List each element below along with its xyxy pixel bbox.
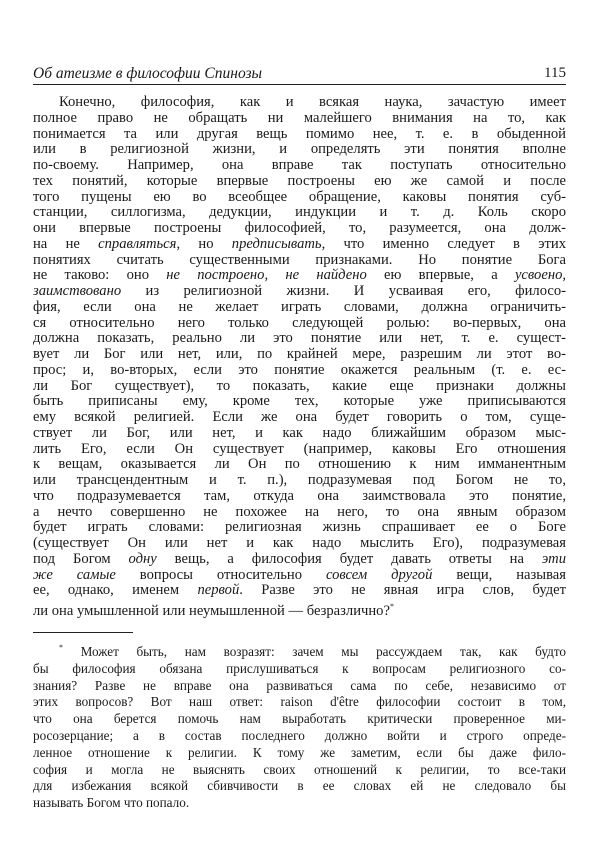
text-line: [33, 489, 566, 505]
emphasis: эти: [541, 550, 566, 567]
text-run: того пущены ею во всеобщее обращение, каковы понятия суб-: [33, 188, 566, 205]
text-run: полное право не обращать ни малейшего внимания на то, как: [33, 109, 566, 126]
text-line: [33, 394, 566, 410]
emphasis: заимствовано: [33, 283, 122, 299]
text-line: [33, 142, 566, 158]
emphasis: же самые: [33, 566, 116, 583]
text-line: [33, 331, 566, 347]
text-line: [33, 520, 566, 536]
text-run: должна показать, реально ли это понятие или нет, т. е. сущест-: [33, 330, 566, 347]
text-line: [33, 505, 566, 521]
text-line: [33, 568, 566, 584]
text-run: ся относительно него только следующей ролью: во-первых, она: [33, 314, 566, 331]
text-run: ему всякой религией. Если же она будет говорить о том, суще-: [33, 409, 566, 425]
text-line: [33, 316, 566, 332]
footnote-text: ленное отношение к религии. К тому же заметим, если бы даже фило-: [33, 744, 566, 760]
text-line: [33, 442, 566, 458]
text-line: [33, 174, 566, 190]
text-run: не таково: оно: [33, 267, 167, 284]
emphasis: совсем другой: [325, 566, 433, 583]
text-line: [33, 127, 566, 143]
text-line: [33, 268, 566, 284]
footnote-line: [33, 678, 566, 695]
text-line: [33, 457, 566, 473]
footnote-line: [33, 711, 566, 728]
text-run: , но: [176, 235, 232, 252]
text-run: станции, силлогизма, дедукции, индукции и т. д. Коль скоро: [33, 204, 566, 221]
footnote-line: [33, 640, 566, 661]
text-run: вещь, а философия будет давать ответы на: [156, 550, 542, 567]
footnote-text: росозерцание; а в состав последнего должно войти и строго опреде-: [33, 727, 566, 743]
footnote-line: [33, 728, 566, 745]
footnote-text: называть Богом что попало.: [33, 795, 190, 811]
text-line: [33, 599, 566, 620]
text-line: [33, 111, 566, 127]
text-run: по-своему. Например, она вправе так поступать относительно: [33, 157, 566, 173]
text-run: будет играть словами: религиозная жизнь спрашивает ее о Боге: [33, 519, 566, 536]
footnote-line: [33, 661, 566, 678]
text-run: . Разве это не явная игра слов, будет: [239, 582, 566, 599]
emphasis: первой: [197, 582, 240, 599]
footnote-text: бы философия обязана прислушиваться к вопросам религиозного со-: [33, 660, 566, 676]
footnote-divider: [33, 632, 133, 633]
text-line: [33, 237, 566, 253]
text-run: на не: [33, 235, 99, 252]
text-run: (существует Он или нет и как надо мыслить Его), подразумевая: [33, 535, 566, 551]
footnote-line: [33, 795, 566, 812]
text-run: ее, однако, именем: [33, 582, 198, 599]
text-run: вещи, называя: [432, 566, 566, 583]
main-text: [33, 95, 566, 620]
footnote-text: этих вопросов? Вот наш ответ: raison d'être философии состоит в том,: [33, 694, 566, 710]
text-run: ли Бог существует), то показать, какие еще признаки должны: [33, 377, 566, 394]
text-run: или в религиозной жизни, и определять эти понятия вполне: [33, 141, 566, 158]
footnote-line: [33, 762, 566, 779]
running-header: [33, 64, 566, 85]
text-run: фия, если она не желает играть словами, должна ограничить-: [33, 298, 566, 315]
text-line: [33, 190, 566, 206]
text-line: [33, 583, 566, 599]
footnote-text: для избежания всякой сбивчивости в ее словах ей не следовало бы: [33, 778, 566, 794]
footnote-text: софия и могла не выяснять своих отношений к религии, то все-таки: [33, 761, 566, 777]
text-run: из религиозной жизни. И усваивая его, филосо-: [121, 283, 566, 299]
footnote-marker: *: [59, 643, 63, 652]
text-run: Конечно, философия, как и всякая наука, зачастую имеет: [59, 94, 566, 110]
emphasis: усвоено,: [514, 267, 567, 284]
text-line: [33, 410, 566, 426]
text-run: понятиях считать существенными признаками. Но понятие Бога: [33, 251, 566, 268]
text-run: лить Его, если Он существует (например, каковы Его отношения: [33, 440, 566, 457]
footnote-text: знания? Разве не вправе она развиваться сама по себе, независимо от: [33, 677, 566, 693]
page-number: 115: [544, 65, 566, 81]
text-run: , что именно следует в этих: [321, 235, 566, 252]
text-run: понимается та или другая вещь помимо нее, т. е. в обыденной: [33, 125, 566, 142]
text-run: ею впервые, а: [366, 267, 515, 284]
text-run: прос; и, во-вторых, если это понятие окажется реальным (т. е. ес-: [33, 361, 566, 378]
text-run: а нечто совершенно не похожее на него, то она явным образом: [33, 503, 566, 520]
footnote-text: что она берется помочь нам выработать критически проверенное ми-: [33, 711, 566, 727]
emphasis: не построено, не найдено: [166, 267, 367, 284]
text-run: или трансцендентным и т. п.), подразумевая под Богом не то,: [33, 472, 566, 488]
text-line: [33, 284, 566, 300]
text-run: ли она умышленной или неумышленной — безразлично?: [33, 603, 390, 619]
footnote-ref[interactable]: *: [389, 602, 394, 611]
text-run: вует ли Бог или нет, или, по крайней мере, разрешим ли этот во-: [33, 346, 566, 362]
emphasis: справляться: [98, 235, 177, 252]
text-line: [33, 347, 566, 363]
footnote-text: Может быть, нам возразят: зачем мы рассуждаем так, как будто: [63, 644, 566, 659]
text-run: тех понятий, которые впервые построены ею же самой и после: [33, 172, 566, 189]
footnote-line: [33, 745, 566, 762]
text-line: [33, 300, 566, 316]
footnote: [33, 640, 566, 812]
text-line: [33, 253, 566, 269]
text-line: [33, 158, 566, 174]
text-run: они впервые построены философией, то, разумеется, она долж-: [33, 220, 566, 236]
text-line: [33, 379, 566, 395]
text-line: [33, 95, 566, 111]
text-run: под Богом: [33, 550, 129, 567]
text-line: [33, 426, 566, 442]
text-line: [33, 221, 566, 237]
text-line: [33, 205, 566, 221]
text-run: вопросы относительно: [115, 566, 326, 583]
emphasis: предписывать: [231, 235, 322, 252]
text-line: [33, 363, 566, 379]
text-run: что подразумевается там, откуда она заимствовала это понятие,: [33, 487, 566, 504]
footnote-line: [33, 778, 566, 795]
text-run: ствует ли Бог, или нет, и как надо ближайшим образом мыс-: [33, 424, 566, 441]
text-line: [33, 536, 566, 552]
text-line: [33, 552, 566, 568]
footnote-line: [33, 694, 566, 711]
running-title: Об атеизме в философии Спинозы: [33, 65, 263, 82]
text-run: к вещам, оказывается ли Он по отношению к ним имманентным: [33, 456, 566, 473]
text-run: быть приписаны ему, кроме тех, которые уже приписываются: [33, 393, 566, 410]
emphasis: одну: [128, 550, 157, 567]
text-line: [33, 473, 566, 489]
